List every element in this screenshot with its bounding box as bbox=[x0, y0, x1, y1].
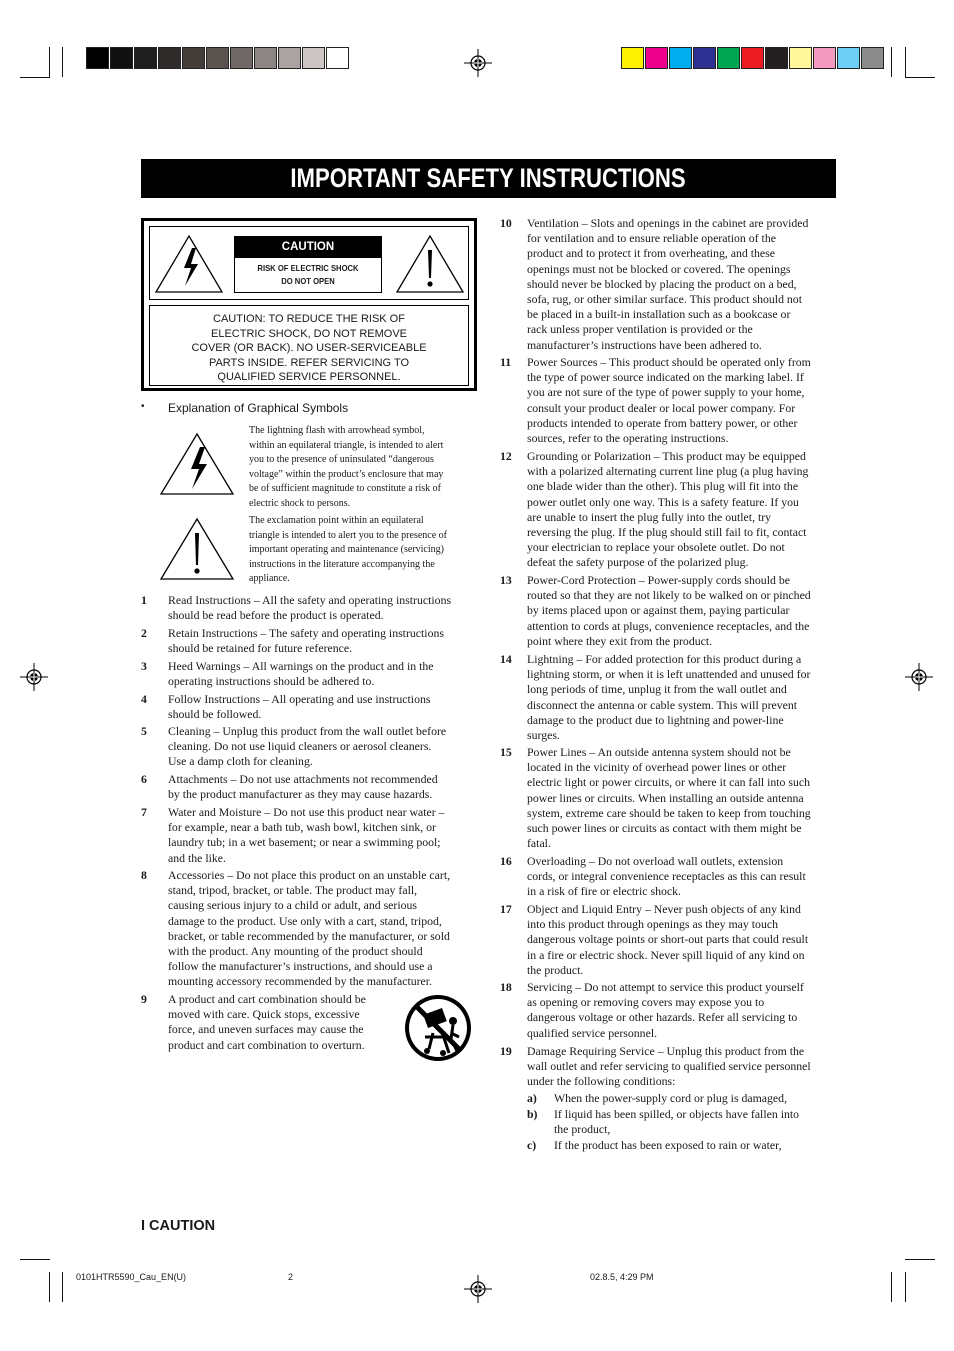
text-line: electric light or power circuits, or where it can fall into such bbox=[527, 775, 811, 790]
text-line: Ventilation – Slots and openings in the cabinet are provided bbox=[527, 216, 809, 230]
text-line: follow the manufacturer’s instructions, and should use a bbox=[168, 959, 433, 974]
condition-key: b) bbox=[527, 1107, 538, 1121]
text-line: located in the vicinity of overhead power lines or other bbox=[527, 760, 787, 775]
text-line: power lines or circuits. When installing an outside antenna bbox=[527, 790, 804, 805]
item-number: 16 bbox=[500, 854, 512, 868]
color-swatch bbox=[158, 47, 181, 69]
text-line: openings must not be blocked or covered. The openings bbox=[527, 261, 791, 276]
text-line: appliance. bbox=[249, 573, 290, 584]
text-line: Cleaning – Unplug this product from the wall outlet before bbox=[168, 724, 447, 738]
exclamation-explanation bbox=[249, 514, 477, 587]
text-line: within an equilateral triangle, is intended to alert bbox=[249, 439, 444, 451]
text-line: reversing the plug. If the plug should still fail to fit, contact bbox=[527, 525, 807, 540]
text-line: Water and Moisture – Do not use this product near water – bbox=[168, 805, 445, 819]
text-line: Follow Instructions – All operating and use instructions bbox=[168, 692, 431, 706]
text-line: mounting accessory recommended by the manufacturer. bbox=[168, 974, 433, 989]
text-line: voltage” within the product’s enclosure that may bbox=[249, 468, 444, 480]
text-line: qualified service personnel. bbox=[527, 1025, 658, 1040]
color-swatch bbox=[326, 47, 349, 69]
cart-tipover-warning-icon bbox=[403, 993, 473, 1063]
text-line: under the following conditions: bbox=[527, 1074, 676, 1089]
color-swatch bbox=[206, 47, 229, 69]
text-line: surges. bbox=[527, 728, 560, 743]
registration-target-icon bbox=[905, 663, 933, 691]
gray-scale-bar bbox=[86, 47, 350, 69]
text-line: moved with care. Quick stops, excessive bbox=[168, 1007, 360, 1022]
item-number: 9 bbox=[141, 992, 147, 1006]
registration-target-icon bbox=[20, 663, 48, 691]
text-line: If the product has been exposed to rain or water, bbox=[554, 1138, 782, 1152]
text-line: damage to the product due to lightning and power-line bbox=[527, 712, 784, 727]
text-line: Grounding or Polarization – This product may be equipped bbox=[527, 449, 806, 463]
text-line: Object and Liquid Entry – Never push objects of any kind bbox=[527, 902, 801, 916]
text-line: products intended to operate from battery power, or other bbox=[527, 415, 798, 430]
lightning-triangle-icon bbox=[159, 432, 235, 496]
text-line: Overloading – Do not overload wall outlets, extension bbox=[527, 854, 784, 868]
text-line: cords, or integral convenience receptacles as this can result bbox=[527, 869, 806, 884]
lightning-explanation bbox=[249, 424, 477, 511]
text-line: should never be blocked by placing the product on a bed, bbox=[527, 276, 797, 291]
text-line: The exclamation point within an equilateral bbox=[249, 515, 424, 526]
text-line: Attachments – Do not use attachments not recommended bbox=[168, 772, 438, 786]
text-line: triangle is intended to alert you to the presence of bbox=[249, 529, 447, 541]
text-line: be of sufficient magnitude to constitute a risk of bbox=[249, 483, 441, 494]
section-footer-title: I CAUTION bbox=[141, 1218, 216, 1234]
caution-notice bbox=[149, 305, 469, 386]
text-line: one blade wider than the other). This plug will fit into the bbox=[527, 479, 799, 494]
item-number: 2 bbox=[141, 626, 147, 640]
color-swatch bbox=[278, 47, 301, 69]
text-line: long periods of time, unplug it from the wall outlet and bbox=[527, 682, 787, 697]
text-line: sources, refer to the operating instructions. bbox=[527, 431, 729, 446]
color-swatch bbox=[765, 47, 788, 69]
text-line: as opening or removing covers may expose you to bbox=[527, 995, 765, 1010]
text-line: defeat the safety purpose of the polarized plug. bbox=[527, 555, 749, 570]
item-number: 14 bbox=[500, 652, 512, 666]
text-line: routed so that they are not likely to be walked on or pinched bbox=[527, 588, 811, 603]
text-line: A product and cart combination should be bbox=[168, 992, 366, 1006]
symbols-bullet: • bbox=[141, 401, 145, 412]
text-line: consult your product dealer or local power company. For bbox=[527, 400, 796, 415]
text-line: point where they exit from the product. bbox=[527, 633, 713, 648]
item-number: 19 bbox=[500, 1044, 512, 1058]
text-line: electric shock to persons. bbox=[249, 497, 351, 509]
text-line: you to the presence of uninsulated “dangerous bbox=[249, 454, 434, 465]
color-swatch bbox=[230, 47, 253, 69]
text-line: stand, tripod, bracket, or table. The product may fall, bbox=[168, 883, 418, 898]
text-line: fatal. bbox=[527, 836, 551, 851]
text-line: product and cart combination to overturn. bbox=[168, 1037, 365, 1052]
condition-key: c) bbox=[527, 1138, 537, 1152]
caution-label-panel bbox=[149, 226, 469, 300]
text-line: force, and uneven surfaces may cause the bbox=[168, 1022, 364, 1037]
item-number: 13 bbox=[500, 573, 512, 587]
color-swatch bbox=[110, 47, 133, 69]
condition-key: a) bbox=[527, 1091, 537, 1105]
color-swatch bbox=[813, 47, 836, 69]
text-line: lightning storm, or when it is left unattended and unused for bbox=[527, 667, 811, 682]
item-number: 8 bbox=[141, 868, 147, 882]
text-line: the product. bbox=[527, 962, 584, 977]
caution-label bbox=[234, 236, 382, 293]
registration-target-icon bbox=[464, 1275, 492, 1303]
slug-page: 2 bbox=[288, 1272, 294, 1282]
color-swatch bbox=[134, 47, 157, 69]
caution-notice-line: COVER (OR BACK). NO USER-SERVICEABLE bbox=[191, 342, 427, 355]
text-line: with the product. Any mounting of the product should bbox=[168, 944, 423, 959]
color-swatch bbox=[837, 47, 860, 69]
text-line: attention to cords at plugs, convenience receptacles, and the bbox=[527, 618, 810, 633]
caution-box bbox=[141, 218, 477, 391]
text-line: Lightning – For added protection for this product during a bbox=[527, 652, 802, 666]
text-line: for ventilation and to ensure reliable operation of the bbox=[527, 231, 776, 246]
text-line: the product, bbox=[554, 1122, 611, 1137]
text-line: Use a damp cloth for cleaning. bbox=[168, 754, 313, 769]
caution-notice-line: CAUTION: TO REDUCE THE RISK OF bbox=[213, 313, 405, 325]
color-swatch bbox=[302, 47, 325, 69]
text-line: manufacturer’s instructions have been adhered to. bbox=[527, 337, 762, 352]
caution-sub-line: DO NOT OPEN bbox=[281, 276, 335, 286]
text-line: disconnect the antenna or cable system. This will prevent bbox=[527, 697, 798, 712]
color-swatch bbox=[621, 47, 644, 69]
text-line: and the like. bbox=[168, 850, 226, 865]
text-line: by the product manufacturer as they may cause hazards. bbox=[168, 787, 433, 802]
item-number: 18 bbox=[500, 980, 512, 994]
color-swatch bbox=[861, 47, 884, 69]
item-number: 12 bbox=[500, 449, 512, 463]
caution-sub-line: RISK OF ELECTRIC SHOCK bbox=[257, 263, 359, 273]
text-line: causing serious injury to a child or adult, and serious bbox=[168, 898, 417, 913]
color-bar bbox=[621, 47, 885, 69]
text-line: Heed Warnings – All warnings on the product and in the bbox=[168, 659, 434, 673]
color-swatch bbox=[717, 47, 740, 69]
registration-target-icon bbox=[464, 49, 492, 77]
text-line: bracket, or table recommended by the manufacturer, or sold bbox=[168, 928, 450, 943]
color-swatch bbox=[86, 47, 109, 69]
text-line: damage to the product. Use only with a cart, stand, tripod, bbox=[168, 913, 442, 928]
page-title: IMPORTANT SAFETY INSTRUCTIONS bbox=[141, 159, 836, 198]
text-line: are unable to insert the plug fully into the outlet, try bbox=[527, 509, 772, 524]
text-line: Retain Instructions – The safety and operating instructions bbox=[168, 626, 444, 640]
item-number: 1 bbox=[141, 593, 147, 607]
text-line: dangerous voltage points or short-out parts that could result bbox=[527, 932, 809, 947]
lightning-triangle-icon bbox=[154, 234, 224, 294]
color-swatch bbox=[789, 47, 812, 69]
text-line: for example, near a bath tub, wash bowl, kitchen sink, or bbox=[168, 820, 436, 835]
item-number: 15 bbox=[500, 745, 512, 759]
text-line: system, extreme care should be taken to keep from touching bbox=[527, 805, 811, 820]
item-number: 11 bbox=[500, 355, 512, 369]
text-line: When the power-supply cord or plug is damaged, bbox=[554, 1091, 788, 1105]
item-number: 5 bbox=[141, 724, 147, 738]
text-line: such power lines or circuits as contact with them might be bbox=[527, 821, 802, 836]
color-swatch bbox=[254, 47, 277, 69]
caution-notice-line: PARTS INSIDE. REFER SERVICING TO bbox=[208, 356, 410, 369]
item-number: 3 bbox=[141, 659, 147, 673]
color-swatch bbox=[669, 47, 692, 69]
color-swatch bbox=[182, 47, 205, 69]
text-line: be placed in a built-in installation such as a bookcase or bbox=[527, 307, 791, 322]
caution-notice-line: QUALIFIED SERVICE PERSONNEL. bbox=[217, 371, 401, 384]
caution-heading: CAUTION bbox=[235, 237, 381, 258]
text-line: in a fire or electric shock. Never spill liquid of any kind on bbox=[527, 947, 805, 962]
exclamation-triangle-icon bbox=[159, 517, 235, 581]
text-line: sofa, rug, or other similar surface. This product should not bbox=[527, 292, 802, 307]
text-line: you are not sure of the type of power supply to your home, bbox=[527, 385, 805, 400]
text-line: Damage Requiring Service – Unplug this product from the bbox=[527, 1044, 805, 1058]
slug-timestamp: 02.8.5, 4:29 PM bbox=[590, 1272, 654, 1282]
symbols-heading: Explanation of Graphical Symbols bbox=[168, 401, 349, 415]
caution-notice-line: ELECTRIC SHOCK, DO NOT REMOVE bbox=[211, 327, 407, 340]
text-line: should be read before the product is operated. bbox=[168, 608, 384, 623]
text-line: rack unless proper ventilation is provided or the bbox=[527, 322, 753, 337]
text-line: Accessories – Do not place this product on an unstable cart, bbox=[168, 868, 451, 882]
color-swatch bbox=[693, 47, 716, 69]
item-number: 4 bbox=[141, 692, 147, 706]
text-line: Servicing – Do not attempt to service this product yourself bbox=[527, 980, 804, 994]
item-number: 7 bbox=[141, 805, 147, 819]
text-line: your electrician to replace your obsolete outlet. Do not bbox=[527, 540, 785, 555]
text-line: with a polarized alternating current line plug (a plug having bbox=[527, 464, 809, 479]
text-line: laundry tub; in a wet basement; or near a swimming pool; bbox=[168, 835, 441, 850]
text-line: wall outlet and refer servicing to qualified service personnel bbox=[527, 1059, 811, 1074]
item-number: 10 bbox=[500, 216, 512, 230]
text-line: by items placed upon or against them, paying particular bbox=[527, 603, 790, 618]
text-line: instructions in the literature accompanying the bbox=[249, 558, 435, 570]
text-line: operating instructions should be adhered to. bbox=[168, 674, 375, 689]
text-line: power outlet only one way. This is a safety feature. If you bbox=[527, 494, 799, 509]
color-swatch bbox=[741, 47, 764, 69]
text-line: into this product through openings as they may touch bbox=[527, 917, 778, 932]
text-line: Power Lines – An outside antenna system should not be bbox=[527, 745, 791, 759]
text-line: cleaning. Do not use liquid cleaners or aerosol cleaners. bbox=[168, 739, 432, 754]
text-line: product and to protect it from overheating, and these bbox=[527, 246, 775, 261]
exclamation-triangle-icon bbox=[395, 234, 465, 294]
text-line: Read Instructions – All the safety and operating instructions bbox=[168, 593, 452, 607]
text-line: in a risk of fire or electric shock. bbox=[527, 884, 681, 899]
text-line: dangerous voltage or other hazards. Refer all servicing to bbox=[527, 1010, 798, 1025]
slug-file: 0101HTR5590_Cau_EN(U) bbox=[76, 1272, 187, 1282]
text-line: If liquid has been spilled, or objects have fallen into bbox=[554, 1107, 800, 1121]
text-line: The lightning flash with arrowhead symbol, bbox=[249, 425, 425, 436]
text-line: should be retained for future reference. bbox=[168, 641, 353, 656]
item-number: 17 bbox=[500, 902, 512, 916]
color-swatch bbox=[645, 47, 668, 69]
item-number: 6 bbox=[141, 772, 147, 786]
text-line: the type of power source indicated on the marking label. If bbox=[527, 370, 804, 385]
text-line: Power-Cord Protection – Power-supply cords should be bbox=[527, 573, 790, 587]
text-line: Power Sources – This product should be operated only from bbox=[527, 355, 811, 369]
text-line: should be followed. bbox=[168, 707, 262, 722]
text-line: important operating and maintenance (servicing) bbox=[249, 544, 444, 555]
